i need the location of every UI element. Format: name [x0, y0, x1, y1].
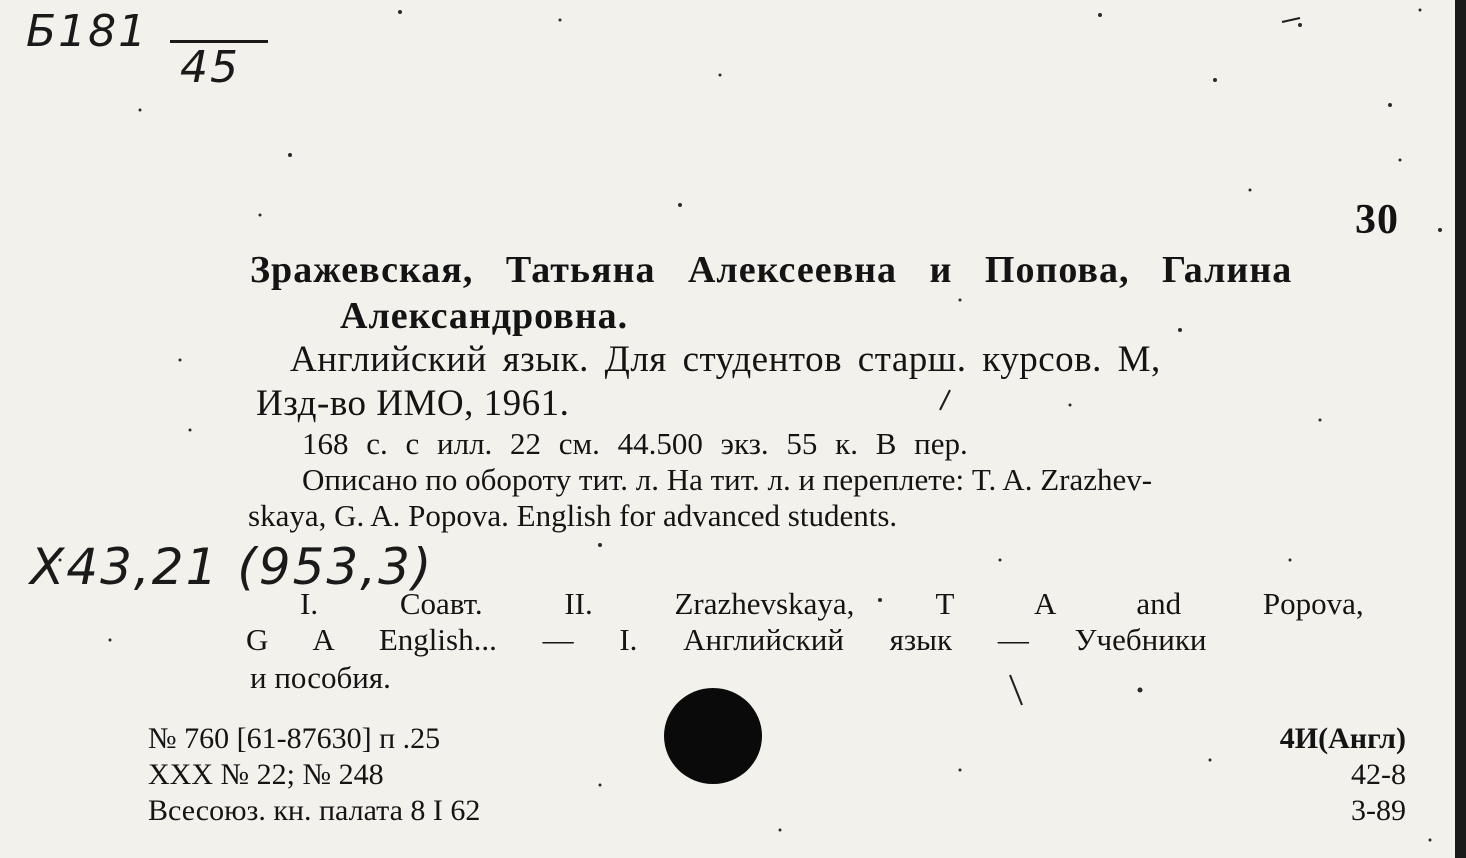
shelf-mark-fraction: 45	[180, 42, 240, 93]
tracing-line-2: G A English... — I. Английский язык — Учебники	[246, 622, 1207, 657]
classification-mark: X43,21 (953,3)	[30, 538, 434, 596]
note-line-2: skaya, G. A. Popova. English for advanced students.	[248, 498, 898, 533]
footer-right-2: 42-8	[1351, 758, 1406, 791]
footer-right-3: 3-89	[1351, 794, 1406, 827]
footer-left-3: Всесоюз. кн. палата 8 I 62	[148, 794, 481, 827]
footer-right-1: 4И(Англ)	[1279, 722, 1406, 755]
tracing-line-3: и пособия.	[250, 660, 391, 695]
footer-left-2: XXX № 22; № 248	[148, 758, 384, 791]
author-line-2: Александровна.	[340, 295, 629, 337]
author-line-1: Зражевская, Татьяна Алексеевна и Попова, Галина	[250, 249, 1293, 291]
footer-left-1: № 760 [61-87630] п .25	[148, 722, 441, 755]
punch-hole	[664, 688, 762, 784]
physical-description: 168 с. с илл. 22 см. 44.500 экз. 55 к. В пер.	[302, 426, 968, 461]
title-line-1: Английский язык. Для студентов старш. курсов. М,	[290, 339, 1161, 380]
tracing-line-1: I. Соавт. II. Zrazhevskaya, T A and Popova,	[300, 586, 1364, 621]
card-number: 30	[1355, 197, 1399, 243]
note-line-1: Описано по обороту тит. л. На тит. л. и переплете: T. A. Zrazhev-	[302, 462, 1153, 497]
title-line-2: Изд-во ИМО, 1961.	[256, 383, 570, 424]
shelf-mark-top: Б181	[26, 6, 149, 57]
